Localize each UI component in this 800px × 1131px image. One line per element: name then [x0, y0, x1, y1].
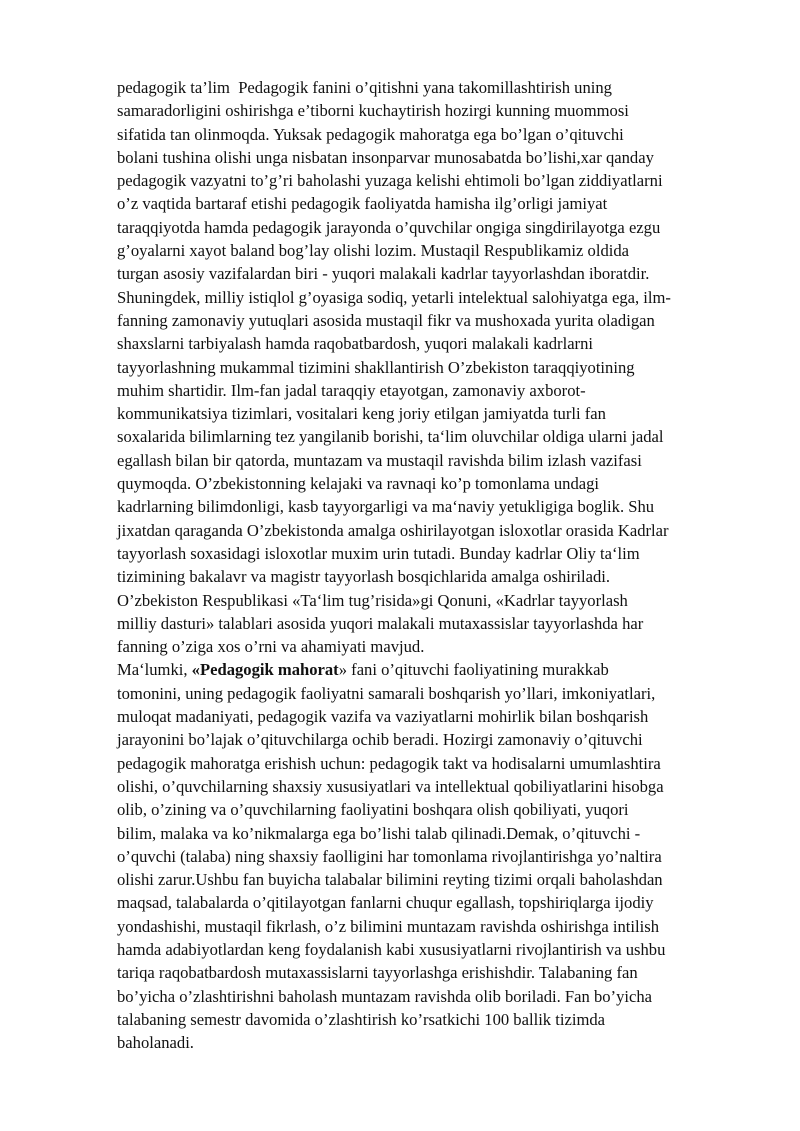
text-line: O’zbekiston Respublikasi «Ta‘lim tug’risida»gi Qonuni, «Kadrlar tayyorlash: [117, 590, 628, 610]
text-line: o’quvchi (talaba) ning shaxsiy faolligini har tomonlama rivojlantirishga yo’naltira: [117, 846, 662, 866]
course-title-bold: «Pedagogik mahorat: [191, 660, 339, 680]
text-line: fanning zamonaviy yutuqlari asosida mustaqil fikr va mushoxada yurita oladigan: [117, 310, 655, 330]
text-line: quymoqda. O’zbekistonning kelajaki va ravnaqi ko’p tomonlama undagi: [117, 474, 600, 494]
text-line: milliy dasturi» talablari asosida yuqori malakali mutaxassislar tayyorlashda har: [117, 613, 644, 633]
text-line: bolani tushina olishi unga nisbatan insonparvar munosabatda bo’lishi,xar qanday: [117, 147, 654, 167]
text-line: pedagogik vazyatni to’g’ri baholashi yuzaga kelishi ehtimoli bo’lgan ziddiyatlarni: [117, 171, 663, 191]
text-line: olib, o’zining va o’quvchilarning faoliyatini boshqara olish qobiliyati, yuqori: [117, 800, 629, 820]
text-line: muhim shartidir. Ilm-fan jadal taraqqiy etayotgan, zamonaviy axborot-: [117, 380, 586, 400]
text-line: muloqat madaniyati, pedagogik vazifa va vaziyatlarni mohirlik bilan boshqarish: [117, 707, 649, 727]
text-run: » fani o’qituvchi faoliyatining murakkab: [338, 660, 609, 680]
text-line: turgan asosiy vazifalardan biri - yuqori malakali kadrlar tayyorlashdan iboratdir.: [117, 264, 650, 284]
text-line: tayyorlashning mukammal tizimini shakllantirish O’zbekiston taraqqiyotining: [117, 357, 635, 377]
text-line: olishi zarur.Ushbu fan buyicha talabalar bilimini reyting tizimi orqali baholashdan: [117, 870, 663, 890]
text-line: [117, 658, 757, 681]
text-line: yondashishi, mustaqil fikrlash, o’z bilimini muntazam ravishda oshirishga intilish: [117, 916, 659, 936]
text-line: g’oyalarni xayot baland bog’lay olishi lozim. Mustaqil Respublikamiz oldida: [117, 241, 630, 261]
text-line: pedagogik mahoratga erishish uchun: pedagogik takt va hodisalarni umumlashtira: [117, 753, 661, 773]
text-line: jixatdan qaraganda O’zbekistonda amalga oshirilayotgan isloxotlar orasida Kadrlar: [117, 520, 669, 540]
text-line: kommunikatsiya tizimlari, vositalari keng joriy etilgan jamiyatda turli fan: [117, 404, 606, 424]
text-line: bo’yicha o’zlashtirishni baholash muntazam ravishda olib boriladi. Fan bo’yicha: [117, 986, 653, 1006]
text-line: tayyorlash soxasidagi isloxotlar muxim urin tutadi. Bunday kadrlar Oliy ta‘lim: [117, 543, 640, 563]
text-line: taraqqiyotda hamda pedagogik jarayonda o’quvchilar ongiga singdirilayotga ezgu: [117, 217, 661, 237]
text-line: pedagogik ta’lim Pedagogik fanini o’qitishni yana takomillashtirish uning: [117, 78, 612, 97]
text-line: baholanadi.: [117, 1033, 194, 1053]
text-line: hamda adabiyotlardan keng foydalanish kabi xususiyatlarni rivojlantirish va ushbu: [117, 939, 666, 959]
text-line: tariqa raqobatbardosh mutaxassislarni tayyorlashga erishishdir. Talabaning fan: [117, 963, 638, 983]
text-line: soxalarida bilimlarning tez yangilanib borishi, ta‘lim oluvchilar oldiga ularni jadal: [117, 427, 664, 447]
text-line: o’z vaqtida bartaraf etishi pedagogik faoliyatda hamisha ilg’orligi jamiyat: [117, 194, 608, 214]
text-line: talabaning semestr davomida o’zlashtirish ko’rsatkichi 100 ballik tizimda: [117, 1009, 606, 1029]
text-line: shaxslarni tarbiyalash hamda raqobatbardosh, yuqori malakali kadrlarni: [117, 334, 593, 354]
text-line: tomonini, uning pedagogik faoliyatni samarali boshqarish yo’llari, imkoniyatlari,: [117, 683, 656, 703]
text-line: maqsad, talabalarda o’qitilayotgan fanlarni chuqur egallash, topshiriqlarga ijodiy: [117, 893, 654, 913]
paragraph-1: [117, 76, 757, 658]
paragraph-2: [117, 658, 757, 1054]
text-line: egallash bilan bir qatorda, muntazam va mustaqil ravishda bilim izlash vazifasi: [117, 450, 642, 470]
text-line: fanning o’ziga xos o’rni va ahamiyati mavjud.: [117, 637, 425, 657]
text-line: olishi, o’quvchilarning shaxsiy xususiyatlari va intellektual qobiliyatlarini hisobga: [117, 776, 664, 796]
text-line: Shuningdek, milliy istiqlol g’oyasiga sodiq, yetarli intelektual salohiyatga ega, ilm-: [117, 287, 671, 307]
text-line: samaradorligini oshirishga e’tiborni kuchaytirish hozirgi kunning muommosi: [117, 101, 629, 121]
text-line: kadrlarning bilimdonligi, kasb tayyorgarligi va ma‘naviy yetukligiga boglik. Shu: [117, 497, 655, 517]
document-page: [117, 76, 757, 1054]
text-line: sifatida tan olinmoqda. Yuksak pedagogik mahoratga ega bo’lgan o’qituvchi: [117, 124, 624, 144]
text-line: jarayonini bo’lajak o’qituvchilarga ochib beradi. Hozirgi zamonaviy o’qituvchi: [117, 730, 643, 750]
text-run: Ma‘lumki,: [117, 660, 192, 680]
text-line: tizimining bakalavr va magistr tayyorlash bosqichlarida amalga oshiriladi.: [117, 567, 611, 587]
text-line: bilim, malaka va ko’nikmalarga ega bo’lishi talab qilinadi.Demak, o’qituvchi -: [117, 823, 641, 843]
